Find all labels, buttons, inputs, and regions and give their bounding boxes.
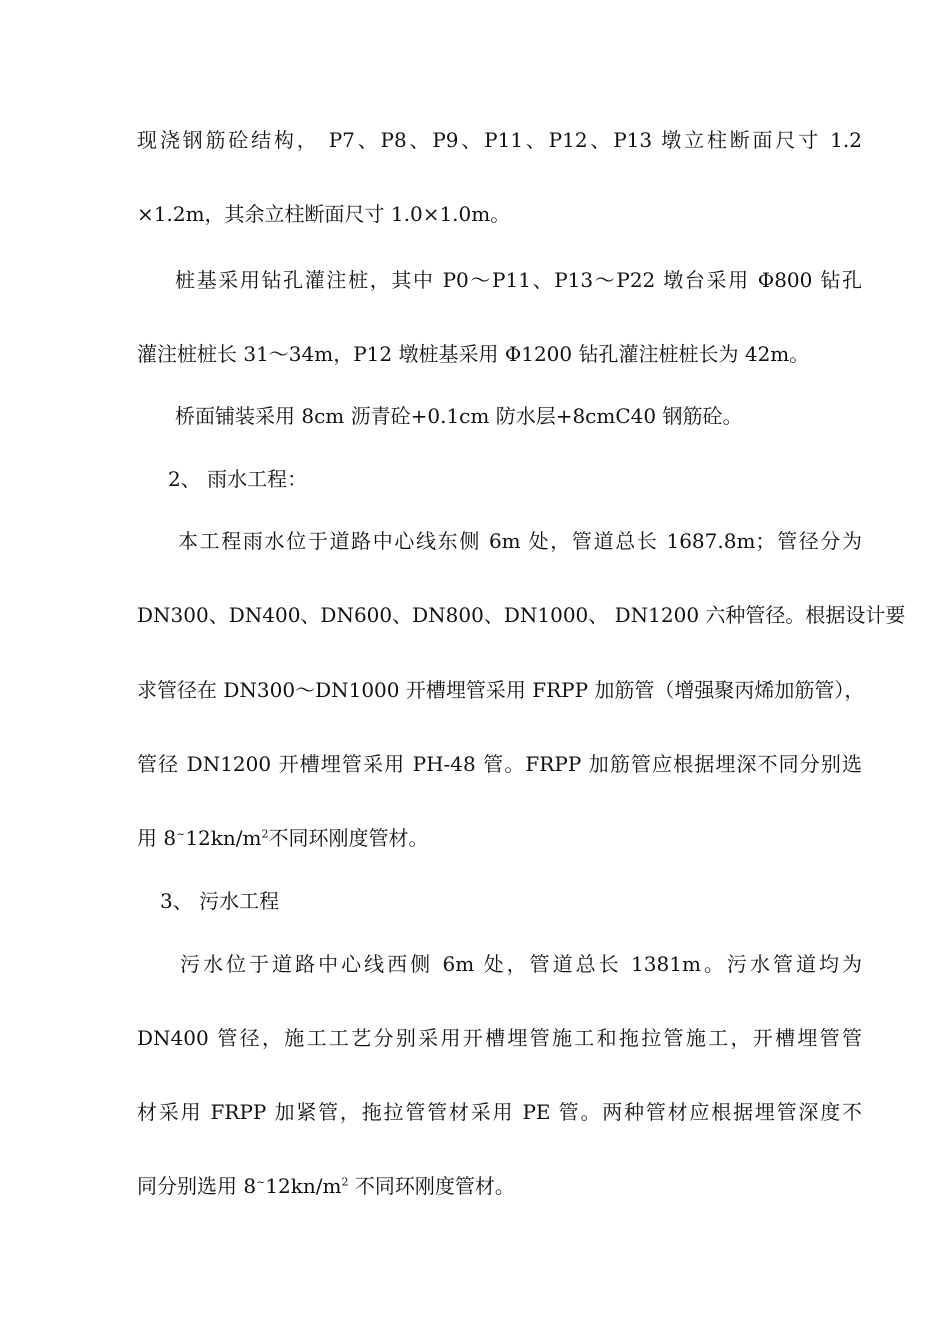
paragraph-line: 污水位于道路中心线西侧 6m 处，管道总长 1381m。污水管道均为	[180, 952, 862, 976]
paragraph-line: 管径 DN1200 开槽埋管采用 PH-48 管。FRPP 加筋管应根据埋深不同分别选	[137, 752, 862, 776]
paragraph-line: 本工程雨水位于道路中心线东侧 6m 处，管道总长 1687.8m；管径分为	[178, 529, 862, 553]
text-segment: 用 8	[137, 826, 177, 850]
tilde-mark: ~	[256, 1175, 266, 1189]
superscript: 2	[341, 1175, 349, 1189]
paragraph-line: 材采用 FRPP 加紧管，拖拉管管材采用 PE 管。两种管材应根据埋管深度不	[137, 1100, 862, 1124]
paragraph-line: 桥面铺装采用 8cm 沥青砼+0.1cm 防水层+8cmC40 钢筋砼。	[175, 404, 743, 428]
section-heading: 2、 雨水工程：	[168, 467, 308, 491]
text-segment: 不同环刚度管材。	[268, 826, 429, 850]
paragraph-line	[137, 1172, 862, 1200]
paragraph-line: 灌注桩桩长 31～34m，P12 墩桩基采用 Φ1200 钻孔灌注桩桩长为 42m。	[137, 342, 810, 366]
paragraph-line	[137, 824, 862, 852]
text-segment: 12kn/m	[265, 1174, 342, 1198]
paragraph-line: DN300、DN400、DN600、DN800、DN1000、 DN1200 六种管径。根据设计要	[137, 603, 906, 627]
paragraph-line: 桩基采用钻孔灌注桩，其中 P0～P11、P13～P22 墩台采用 Φ800 钻孔	[175, 268, 862, 292]
tilde-mark: ~	[176, 827, 186, 841]
text-segment: 不同环刚度管材。	[348, 1174, 515, 1198]
paragraph-line: DN400 管径，施工工艺分别采用开槽埋管施工和拖拉管施工，开槽埋管管	[137, 1026, 862, 1050]
section-heading: 3、 污水工程	[160, 889, 280, 913]
paragraph-line: ×1.2m，其余立柱断面尺寸 1.0×1.0m。	[137, 202, 511, 226]
superscript: 2	[261, 827, 269, 841]
paragraph-line: 现浇钢筋砼结构， P7、P8、P9、P11、P12、P13 墩立柱断面尺寸 1.2	[137, 128, 862, 152]
paragraph-line: 求管径在 DN300～DN1000 开槽埋管采用 FRPP 加筋管（增强聚丙烯加筋管），	[137, 678, 865, 702]
text-segment: 12kn/m	[185, 826, 262, 850]
text-segment: 同分别选用 8	[137, 1174, 257, 1198]
